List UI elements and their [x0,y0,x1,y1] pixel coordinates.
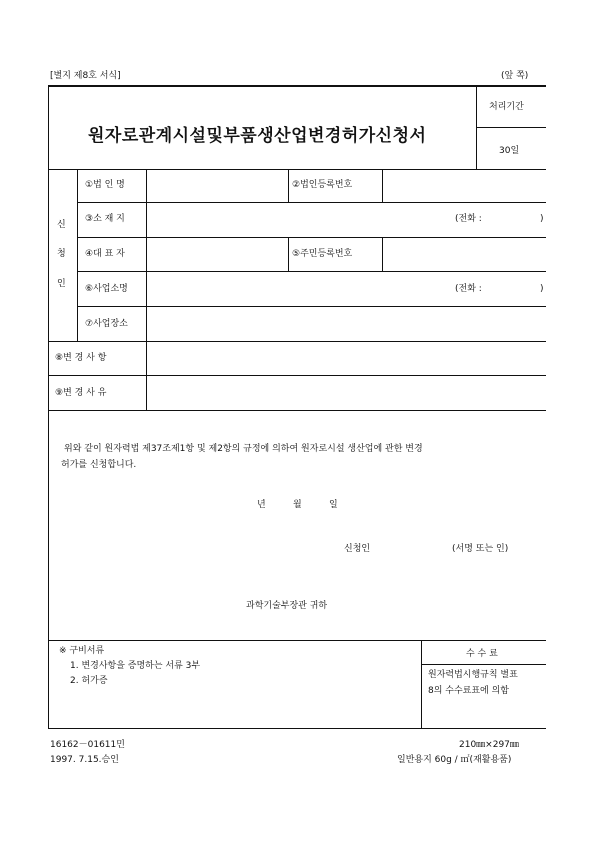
applicant-group-label-char: 청 [57,249,66,259]
corp-name-label: ①법 인 명 [85,180,125,190]
page-side-label: (앞 쪽) [501,71,529,81]
resident-reg-number-label: ⑤주민등록번호 [292,249,353,259]
required-docs-heading: ※ 구비서류 [59,646,105,656]
date-day-label: 일 [329,500,338,510]
office-name-label: ⑥사업소명 [85,284,128,294]
required-doc-item: 1. 변경사항을 증명하는 서류 3부 [70,661,201,671]
applicant-group-label-char: 인 [57,279,66,289]
change-item-field[interactable] [148,343,544,373]
address-label: ③소 재 지 [85,214,125,224]
applicant-sign-label: 신청인 [344,544,371,554]
workplace-field[interactable] [148,308,544,339]
applicant-sign-field[interactable] [378,538,448,558]
processing-period-label: 처리기간 [489,102,524,112]
fee-label: 수 수 료 [466,649,498,659]
corp-name-field[interactable] [148,171,286,200]
change-item-label: ⑧변 경 사 항 [55,353,107,363]
paper-spec: 일반용지 60g / ㎡(재활용품) [397,755,512,765]
phone-field-2[interactable] [493,275,537,302]
applicant-group-label-char: 신 [57,220,66,230]
phone-field-1[interactable] [493,206,537,233]
required-doc-item: 2. 허가증 [70,676,108,686]
corp-reg-number-field[interactable] [384,171,544,200]
phone-close-1: ) [540,214,544,224]
phone-close-2: ) [540,284,544,294]
resident-reg-number-field[interactable] [384,239,544,269]
representative-field[interactable] [148,239,286,269]
statement-line-1: 위와 같이 원자력법 제37조제1항 및 제2항의 규정에 의하여 원자로시설 생산업에 관한 변경 [64,444,423,454]
document-title: 원자로관계시설및부품생산업변경허가신청서 [88,126,427,146]
change-reason-field[interactable] [148,377,544,408]
signature-label: (서명 또는 인) [452,544,509,554]
fee-text-line-1: 원자력법시행규칙 별표 [428,670,518,680]
date-year-label: 년 [257,500,266,510]
address-field[interactable] [148,204,448,235]
paper-size: 210㎜×297㎜ [459,740,519,750]
form-number: [별지 제8호 서식] [50,71,121,81]
approval-date: 1997. 7.15.승인 [50,755,119,765]
fee-text-line-2: 8의 수수료표에 의함 [428,686,510,696]
change-reason-label: ⑨변 경 사 유 [55,388,107,398]
corp-reg-number-label: ②법인등록번호 [292,180,353,190]
workplace-label: ⑦사업장소 [85,319,128,329]
statement-line-2: 허가를 신청합니다. [61,460,137,470]
office-name-field[interactable] [148,273,448,304]
addressee: 과학기술부장관 귀하 [246,601,328,611]
representative-label: ④대 표 자 [85,249,125,259]
phone-label-2: (전화 : [455,284,482,294]
phone-label-1: (전화 : [455,214,482,224]
form-code: 16162－01611민 [50,740,125,750]
processing-period-value: 30일 [499,146,520,156]
date-month-label: 월 [293,500,302,510]
